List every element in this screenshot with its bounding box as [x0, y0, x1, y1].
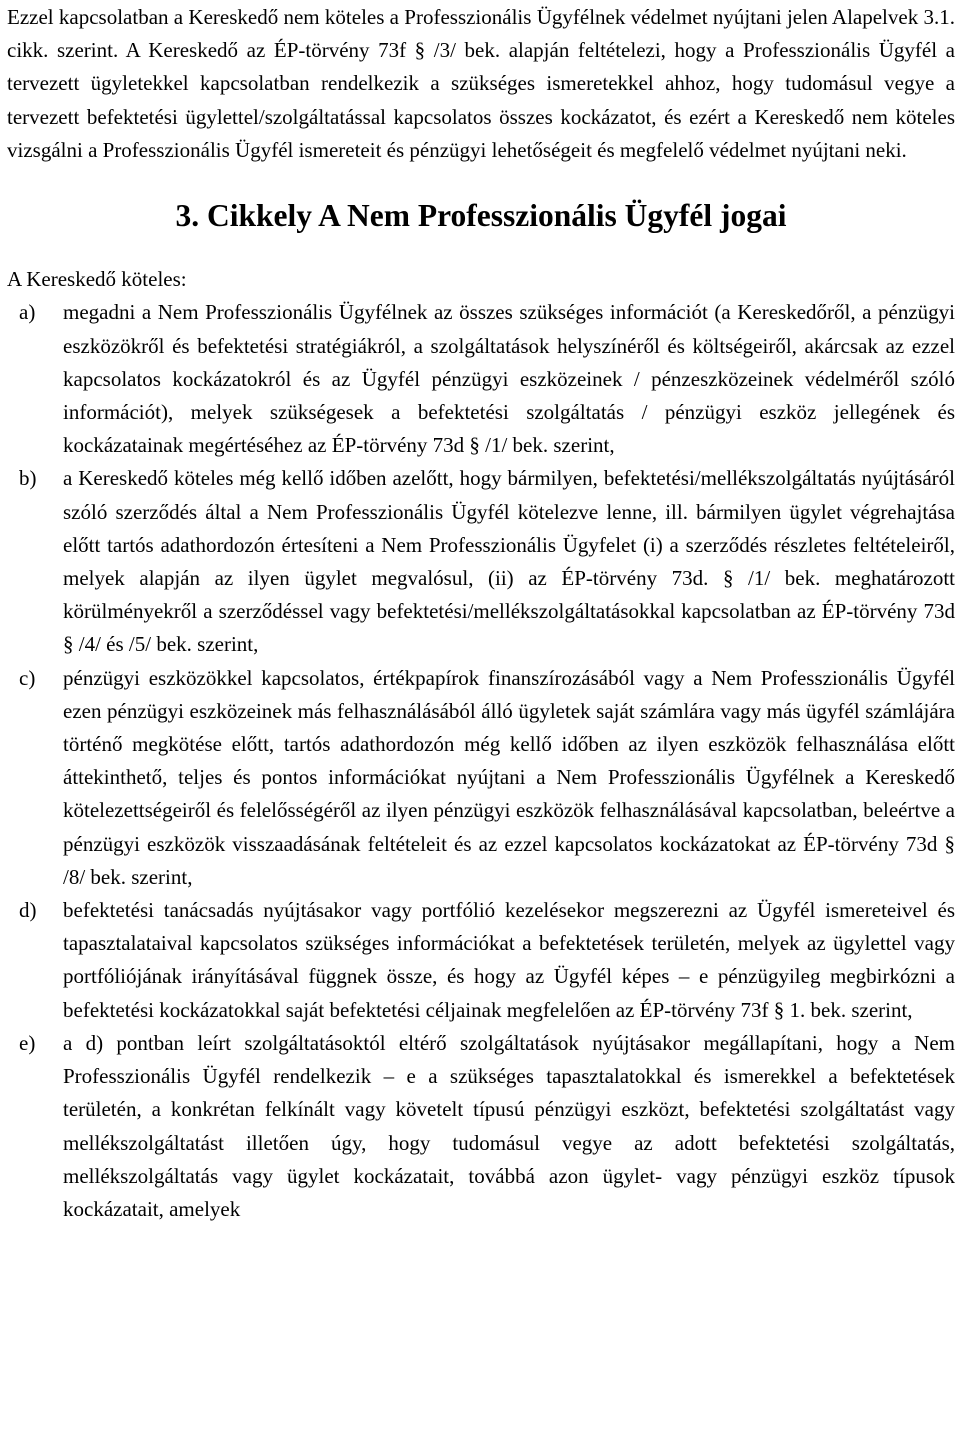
- lead-text: A Kereskedő köteles:: [7, 267, 187, 292]
- list-marker: b): [19, 466, 37, 491]
- obligations-list: [7, 296, 955, 1226]
- list-item-c: [7, 662, 955, 894]
- list-item-e: [7, 1027, 955, 1226]
- list-item-text: befektetési tanácsadás nyújtásakor vagy portfólió kezelésekor megszerezni az Ügyfél ismereteivel és tapasztalataival kapcsolatos szükséges információkat a befektetések területén, melyek az ügylettel vagy portfóliójának irányításával függnek össze, és hogy az Ügyfél képes – e pénzügyileg megbirkózni a befektetési kockázatokkal saját befektetési céljainak megfelelően az ÉP-törvény 73f § 1. bek. szerint,: [63, 898, 955, 1022]
- intro-paragraph: Ezzel kapcsolatban a Kereskedő nem köteles a Professzionális Ügyfélnek védelmet nyújtani jelen Alapelvek 3.1. cikk. szerint. A Kereskedő az ÉP-törvény 73f § /3/ bek. alapján feltételezi, hogy a Professzionális Ügyfél a tervezett ügyletekkel kapcsolatban rendelkezik a szükséges ismeretekkel ahhoz, hogy tudomásul vegye a tervezett befektetési ügylettel/szolgáltatással kapcsolatos összes kockázatot, és ezért a Kereskedő nem köteles vizsgálni a Professzionális Ügyfél ismereteit és pénzügyi lehetőségeit és megfelelő védelmet nyújtani neki.: [7, 5, 955, 162]
- section-heading: 3. Cikkely A Nem Professzionális Ügyfél jogai: [175, 198, 787, 234]
- list-item-text: a d) pontban leírt szolgáltatásoktól eltérő szolgáltatások nyújtásakor megállapítani, hogy a Nem Professzionális Ügyfél rendelkezik – e a szükséges tapasztalatokkal és ismerekkel a befektetések területén, a konkrétan felkínált vagy követelt típusú pénzügyi eszközt, befektetési szolgáltatást vagy mellékszolgáltatást illetően úgy, hogy tudomásul vegye az adott befektetési szolgáltatás, mellékszolgáltatás vagy ügylet kockázatait, továbbá azon ügylet- vagy pénzügyi eszköz típusok kockázatait, amelyek: [63, 1030, 955, 1221]
- list-item-d: [7, 894, 955, 1027]
- list-marker: e): [19, 1030, 36, 1055]
- list-marker: a): [19, 300, 36, 325]
- list-item-text: pénzügyi eszközökkel kapcsolatos, értékpapírok finanszírozásából vagy a Nem Professzionális Ügyfél ezen pénzügyi eszközeinek más felhasználásából álló ügyletek saját számlára vagy más ügyfél számlájára történő megkötése előtt, tartós adathordozón még kellő időben az ilyen eszközök felhasználása előtt áttekinthető, teljes és pontos információkat nyújtani a Nem Professzionális Ügyfélnek a Kereskedő kötelezettségeiről és felelősségéről az ilyen pénzügyi eszközök felhasználásával kapcsolatban, beleértve a pénzügyi eszközök visszaadásának feltételeit és az ezzel kapcsolatos kockázatokat az ÉP-törvény 73d § /8/ bek. szerint,: [63, 665, 955, 889]
- list-item-text: megadni a Nem Professzionális Ügyfélnek az összes szükséges információt (a Kereskedőről, a pénzügyi eszközökről és befektetési stratégiákról, a szolgáltatások helyszínéről és költségeiről, akárcsak az ezzel kapcsolatos kockázatokról és az Ügyfél pénzügyi eszközeinek / pénzeszközeinek védelméről szóló információt), melyek szükségesek a befektetési szolgáltatás / pénzügyi eszköz jellegének és kockázatainak megértéséhez az ÉP-törvény 73d § /1/ bek. szerint,: [63, 300, 955, 458]
- list-item-text: a Kereskedő köteles még kellő időben azelőtt, hogy bármilyen, befektetési/mellékszolgáltatás nyújtásáról szóló szerződés által a Nem Professzionális Ügyfél kötelezve lenne, ill. bármilyen ügylet végrehajtása előtt tartós adathordozón értesíteni a Nem Professzionális Ügyfelet (i) a szerződés részletes feltételeiről, melyek alapján az ilyen ügylet megvalósul, (ii) az ÉP-törvény 73d. § /1/ bek. meghatározott körülményekről a szerződéssel vagy befektetési/mellékszolgáltatásokkal kapcsolatban az ÉP-törvény 73d § /4/ és /5/ bek. szerint,: [63, 466, 955, 657]
- document-page: [7, 0, 955, 1226]
- list-item-b: [7, 462, 955, 661]
- list-marker: d): [19, 898, 37, 923]
- list-item-a: [7, 296, 955, 462]
- list-marker: c): [19, 665, 36, 690]
